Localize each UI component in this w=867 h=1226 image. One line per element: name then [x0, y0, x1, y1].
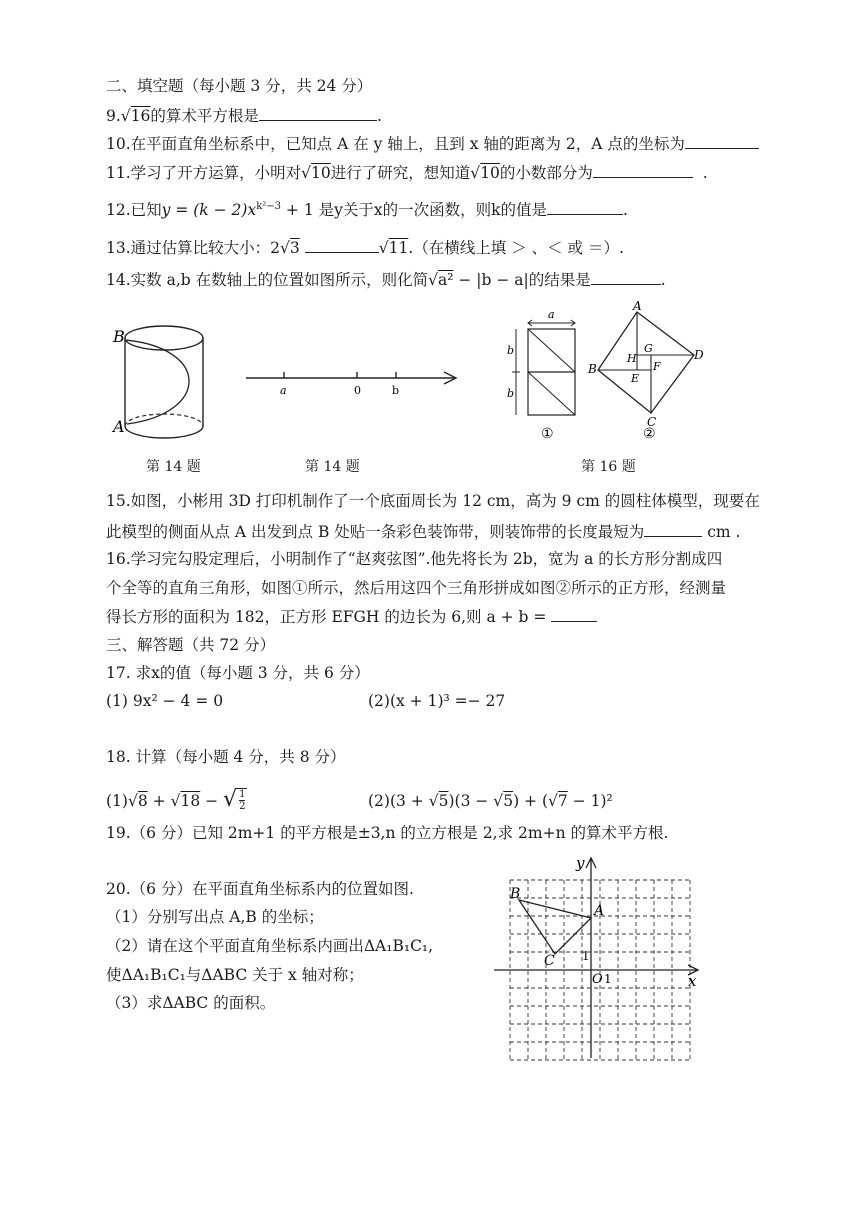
cylinder-label-a: A [113, 417, 125, 436]
q18-radicand-18: 18 [180, 792, 201, 810]
question-15-line-1: 15.如图，小彬用 3D 打印机制作了一个底面周长为 12 cm，高为 9 cm 的圆柱体模型，现要在 [106, 492, 760, 510]
q18-fraction-numerator: 1 [239, 789, 246, 800]
q16-text: 得长方形的面积为 182，正方形 EFGH 的边长为 6,则 a + b = [106, 608, 547, 626]
rectangle-figure-1 [504, 306, 590, 446]
q15-unit: cm . [707, 523, 741, 541]
section-2-title: 二、填空题（每小题 3 分，共 24 分） [106, 77, 373, 95]
square-label-h: H [627, 352, 637, 365]
q12-end: . [623, 201, 628, 220]
q12-text-1: 12.已知 [106, 201, 162, 220]
q18-radicand-8: 8 [137, 792, 148, 810]
q14-answer-blank[interactable] [591, 268, 661, 285]
square-label-g: G [644, 342, 653, 355]
grid-y-unit-label: 1 [582, 949, 590, 963]
q13-radical-1: √3 [280, 239, 300, 257]
grid-y-label: y [576, 854, 585, 872]
grid-point-a: A [594, 903, 605, 919]
question-20-line-1: 20.（6 分）在平面直角坐标系内的位置如图. [106, 880, 414, 898]
q11-text-3: 的小数部分为 [499, 164, 593, 182]
question-11: 11.学习了开方运算，小明对√10进行了研究，想知道√10的小数部分为 . [106, 161, 708, 184]
q15-text: 此模型的侧面从点 A 出发到点 B 处贴一条彩色装饰带，则装饰带的长度最短为 [106, 523, 645, 541]
question-13: 13.通过估算比较大小：2√3 √11.（在横线上填 ＞ 、＜ 或 ＝）. [106, 236, 624, 259]
q11-text-2: 进行了研究，想知道 [330, 164, 471, 182]
question-12 [106, 196, 628, 221]
q12-equation: y = (k − 2)x [161, 201, 257, 220]
cylinder-label-b: B [113, 327, 125, 346]
question-9: 9.√16的算术平方根是 . [106, 104, 382, 127]
question-20-line-3: （2）请在这个平面直角坐标系内画出ΔA₁B₁C₁, [106, 937, 434, 955]
figure-1-number: ① [541, 426, 554, 442]
number-line-b: b [392, 384, 400, 397]
square-label-c: C [647, 415, 657, 429]
q11-end: . [702, 164, 708, 182]
q12-answer-blank[interactable] [547, 198, 623, 215]
grid-x-label: x [688, 972, 697, 990]
question-16-line-1: 16.学习完勾股定理后，小明制作了“赵爽弦图”.他先将长为 2b，宽为 a 的长方形分割成四 [106, 550, 723, 568]
q9-text: 的算术平方根是 [150, 107, 259, 125]
number-line-a: a [280, 384, 287, 397]
square-label-b: B [588, 362, 597, 376]
q17-part-1: (1) 9x² − 4 = 0 [106, 692, 224, 710]
q15-answer-blank[interactable] [644, 520, 702, 537]
q13-radicand-2: 11 [388, 239, 409, 257]
question-10 [106, 132, 759, 155]
rect-label-b1: b [507, 344, 515, 357]
square-label-d: D [694, 348, 704, 362]
q14-end: . [660, 271, 666, 289]
q18-fraction-denominator: 2 [239, 801, 246, 812]
grid-point-c: C [544, 953, 555, 969]
figure-16-caption: 第 16 题 [581, 459, 636, 475]
figure-14-caption: 第 14 题 [305, 459, 360, 475]
q10-text: 10.在平面直角坐标系中，已知点 A 在 y 轴上，且到 x 轴的距离为 2，A 点的坐标为 [106, 135, 685, 153]
question-14: 14.实数 a,b 在数轴上的位置如图所示，则化简√a² − |b − a|的结果是 . [106, 268, 666, 291]
q13-text-2: .（在横线上填 ＞ 、＜ 或 ＝）. [408, 239, 624, 257]
number-line-zero: 0 [354, 384, 361, 397]
q14-text-1: 14.实数 a,b 在数轴上的位置如图所示，则化简 [106, 271, 429, 289]
question-15-line-2 [106, 520, 740, 543]
q9-radicand: 16 [130, 107, 151, 125]
question-17-title: 17. 求x的值（每小题 3 分，共 6 分） [106, 664, 370, 682]
square-label-a: A [633, 300, 642, 313]
cylinder-figure [110, 318, 210, 444]
q17-part-2: (2)(x + 1)³ =− 27 [368, 692, 506, 710]
q11-radicand-2: 10 [480, 164, 500, 182]
q12-text-2: + 1 是y关于x的一次函数，则k的值是 [281, 201, 548, 220]
q11-answer-blank[interactable] [593, 161, 693, 178]
rect-label-a: a [548, 308, 555, 321]
q11-text-1: 11.学习了开方运算，小明对 [106, 164, 302, 182]
question-19: 19.（6 分）已知 2m+1 的平方根是±3,n 的立方根是 2,求 2m+n 的算术平方根. [106, 824, 669, 842]
grid-point-b: B [510, 886, 521, 902]
grid-x-unit-label: 1 [604, 972, 612, 986]
question-18-title: 18. 计算（每小题 4 分，共 8 分） [106, 748, 346, 766]
q13-text-1: 13.通过估算比较大小：2 [106, 239, 281, 257]
figure-2-number: ② [643, 426, 656, 442]
square-label-f: F [653, 360, 661, 373]
q16-answer-blank[interactable] [551, 605, 597, 622]
zhaoshuang-figure-2 [586, 300, 706, 446]
question-16-line-2: 个全等的直角三角形，如图①所示，然后用这四个三角形拼成如图②所示的正方形，经测量 [106, 579, 727, 597]
question-20-line-5: （3）求ΔABC 的面积。 [106, 994, 276, 1012]
q14-text-2: − |b − a|的结果是 [453, 271, 591, 289]
number-line-figure [244, 362, 464, 398]
q12-exponent: k²−3 [256, 201, 281, 212]
q18-sqrt-half: √ $\frac{1}{2}$ [223, 787, 246, 812]
coordinate-grid-figure [490, 852, 704, 1064]
square-label-e: E [631, 372, 640, 385]
question-20-line-4: 使ΔA₁B₁C₁与ΔABC 关于 x 轴对称； [106, 966, 364, 984]
q13-answer-blank[interactable] [305, 236, 379, 253]
q14-radicand: a² [438, 271, 454, 289]
q9-answer-blank[interactable] [259, 104, 377, 121]
figure-15-caption: 第 14 题 [146, 459, 201, 475]
rect-label-b2: b [507, 387, 515, 400]
grid-origin-label: O [592, 972, 603, 987]
q18-part-2: (2)(3 + √5)(3 − √5) + (√7 − 1)² [368, 792, 613, 810]
q18-part-1: (1)√8 + √18 − √ $\frac{1}{2}$ [106, 787, 246, 812]
question-16-line-3 [106, 605, 597, 628]
question-20-line-2: （1）分别写出点 A,B 的坐标； [106, 908, 324, 926]
q9-num: 9. [106, 107, 121, 125]
q11-radicand-1: 10 [311, 164, 331, 182]
q10-answer-blank[interactable] [685, 132, 759, 149]
section-3-title: 三、解答题（共 72 分） [106, 636, 276, 654]
